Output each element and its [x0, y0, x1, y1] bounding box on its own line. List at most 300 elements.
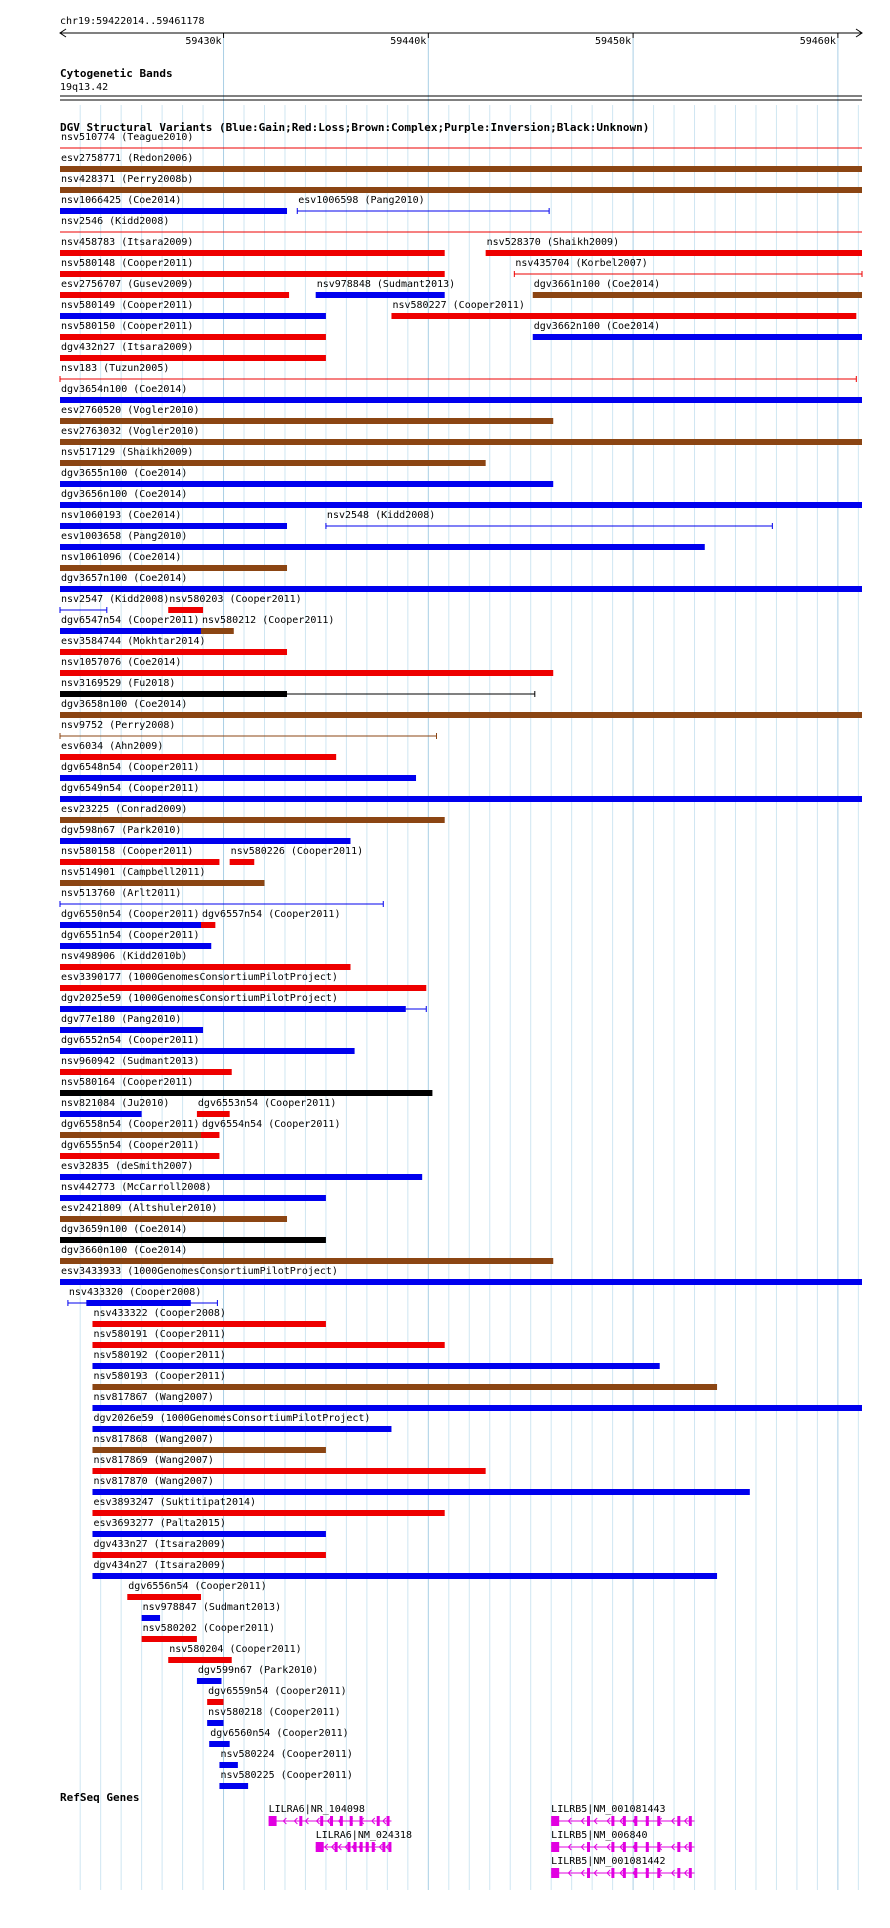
- dgv-variant[interactable]: [197, 1665, 318, 1684]
- dgv-variant-bar: [60, 628, 201, 634]
- dgv-variant-bar: [142, 1636, 197, 1642]
- dgv-variant-label: nsv580164 (Cooper2011): [61, 1077, 194, 1088]
- refseq-exon: [634, 1816, 637, 1826]
- dgv-variant-label: nsv513760 (Arlt2011): [61, 888, 182, 899]
- dgv-variant[interactable]: [60, 741, 336, 760]
- dgv-variant[interactable]: [60, 993, 426, 1012]
- dgv-variant-bar: [60, 796, 862, 802]
- dgv-variant-bar: [92, 1489, 749, 1495]
- refseq-exon: [320, 1816, 323, 1826]
- dgv-variant-bar: [60, 565, 287, 571]
- dgv-variant-bar: [60, 670, 553, 676]
- dgv-variant-label: nsv433320 (Cooper2008): [68, 1287, 202, 1298]
- dgv-variant[interactable]: [60, 489, 862, 508]
- dgv-variant-bar: [60, 481, 553, 487]
- dgv-variant[interactable]: [168, 594, 301, 613]
- dgv-variant-label: nsv580191 (Cooper2011): [93, 1329, 226, 1340]
- dgv-variant-bar: [60, 187, 862, 193]
- dgv-variant-label: nsv1060193 (Coe2014): [61, 510, 182, 521]
- refseq-exon: [623, 1842, 626, 1852]
- dgv-variant[interactable]: [60, 1182, 326, 1201]
- dgv-variant-bar: [391, 313, 856, 319]
- dgv-variant-bar: [207, 1699, 223, 1705]
- dgv-variant[interactable]: [92, 1350, 659, 1369]
- dgv-variant-label: nsv433322 (Cooper2008): [93, 1308, 226, 1319]
- dgv-variant-bar: [60, 859, 219, 865]
- dgv-variant-label: dgv2025e59 (1000GenomesConsortiumPilotProject): [61, 993, 338, 1004]
- refseq-exon: [348, 1842, 351, 1852]
- dgv-variant-label: nsv580193 (Cooper2011): [93, 1371, 226, 1382]
- dgv-variant-label: dgv3660n100 (Coe2014): [61, 1245, 188, 1256]
- dgv-variant[interactable]: [60, 153, 862, 172]
- dgv-variant-label: esv3693277 (Palta2015): [93, 1518, 226, 1529]
- dgv-variant-bar: [486, 250, 862, 256]
- dgv-variant-label: nsv817870 (Wang2007): [93, 1476, 214, 1487]
- dgv-variant-bar: [60, 1195, 326, 1201]
- refseq-gene[interactable]: [551, 1804, 694, 1826]
- dgv-variant-label: dgv598n67 (Park2010): [61, 825, 182, 836]
- dgv-variant-bar: [60, 1027, 203, 1033]
- ruler-tick-label: 59440k: [390, 36, 427, 47]
- dgv-variant-label: nsv9752 (Perry2008): [61, 720, 176, 731]
- dgv-variant-bar: [230, 859, 255, 865]
- dgv-variant-label: nsv3169529 (Fu2018): [61, 678, 176, 689]
- dgv-variant-bar: [92, 1447, 325, 1453]
- dgv-variant-bar: [60, 397, 862, 403]
- dgv-variant-bar: [60, 1090, 432, 1096]
- refseq-exon: [299, 1816, 302, 1826]
- dgv-variant[interactable]: [60, 573, 862, 592]
- dgv-variant[interactable]: [60, 972, 426, 991]
- dgv-variant-label: nsv1057076 (Coe2014): [61, 657, 182, 668]
- dgv-variant-bar: [201, 1132, 219, 1138]
- dgv-variant-bar: [60, 1006, 406, 1012]
- dgv-variant-bar: [92, 1405, 862, 1411]
- dgv-variant-label: dgv6557n54 (Cooper2011): [202, 909, 341, 920]
- dgv-variant[interactable]: [60, 216, 862, 232]
- refseq-exon: [316, 1842, 324, 1852]
- refseq-exon: [388, 1842, 391, 1852]
- dgv-variant-bar: [60, 964, 351, 970]
- dgv-variant-label: esv23225 (Conrad2009): [61, 804, 188, 815]
- dgv-variant-label: nsv978847 (Sudmant2013): [142, 1602, 282, 1613]
- dgv-variant[interactable]: [60, 1098, 169, 1117]
- dgv-variant[interactable]: [127, 1581, 266, 1600]
- refseq-exon: [269, 1816, 277, 1826]
- dgv-variant-label: dgv3661n100 (Coe2014): [533, 279, 661, 290]
- dgv-variant-bar: [60, 817, 445, 823]
- dgv-variant[interactable]: [60, 678, 535, 697]
- refseq-exon: [587, 1816, 590, 1826]
- dgv-variant-bar: [92, 1531, 325, 1537]
- refseq-exon: [360, 1842, 363, 1852]
- refseq-exon: [551, 1842, 559, 1852]
- dgv-variant-bar: [92, 1321, 325, 1327]
- dgv-variant-label: dgv3654n100 (Coe2014): [61, 384, 188, 395]
- dgv-variant[interactable]: [219, 1749, 352, 1768]
- dgv-variant[interactable]: [60, 384, 862, 403]
- dgv-variant-label: dgv6549n54 (Cooper2011): [61, 783, 200, 794]
- dgv-variant[interactable]: [230, 846, 363, 865]
- dgv-variant[interactable]: [60, 342, 326, 361]
- dgv-variant-label: esv1003658 (Pang2010): [61, 531, 188, 542]
- dgv-variant-bar: [60, 1174, 422, 1180]
- refseq-gene-label: LILRA6|NR_104098: [268, 1804, 365, 1815]
- dgv-variant-label: nsv580227 (Cooper2011): [392, 300, 525, 311]
- dgv-variant[interactable]: [168, 1644, 301, 1663]
- dgv-variant[interactable]: [60, 1140, 219, 1159]
- dgv-variant-label: nsv580158 (Cooper2011): [61, 846, 194, 857]
- refseq-gene[interactable]: [551, 1830, 694, 1852]
- dgv-variant-label: dgv6555n54 (Cooper2011): [61, 1140, 200, 1151]
- dgv-variant-label: dgv3657n100 (Coe2014): [61, 573, 188, 584]
- dgv-variant[interactable]: [207, 1707, 340, 1726]
- dgv-variant-bar: [533, 334, 862, 340]
- dgv-variant-bar: [60, 586, 862, 592]
- dgv-variant[interactable]: [60, 1035, 355, 1054]
- dgv-variant-label: esv2760520 (Vogler2010): [61, 405, 200, 416]
- dgv-variant[interactable]: [201, 909, 340, 928]
- dgv-variant-bar: [60, 271, 445, 277]
- dgv-variant[interactable]: [60, 1224, 326, 1243]
- refseq-exon: [611, 1842, 614, 1852]
- dgv-variant-bar: [60, 1153, 219, 1159]
- dgv-variant-bar: [60, 1258, 553, 1264]
- refseq-track-title: RefSeq Genes: [60, 1791, 140, 1804]
- dgv-variant-bar: [197, 1678, 222, 1684]
- dgv-variant[interactable]: [60, 468, 553, 487]
- dgv-variant[interactable]: [60, 1161, 422, 1180]
- dgv-variant[interactable]: [60, 279, 289, 298]
- dgv-variant-bar: [60, 544, 705, 550]
- dgv-variant-bar: [60, 985, 426, 991]
- dgv-variant-bar: [209, 1741, 229, 1747]
- dgv-variant-label: dgv6552n54 (Cooper2011): [61, 1035, 200, 1046]
- dgv-variant[interactable]: [92, 1560, 717, 1579]
- dgv-variant[interactable]: [60, 888, 383, 907]
- dgv-variant[interactable]: [92, 1539, 325, 1558]
- dgv-variant[interactable]: [60, 405, 553, 424]
- dgv-track: [60, 121, 862, 1789]
- dgv-variant-label: nsv580202 (Cooper2011): [142, 1623, 276, 1634]
- dgv-variant-label: esv3433933 (1000GenomesConsortiumPilotProject): [61, 1266, 338, 1277]
- refseq-gene-label: LILRB5|NM_001081443: [551, 1804, 666, 1815]
- dgv-variant-label: dgv432n27 (Itsara2009): [61, 342, 194, 353]
- dgv-variant-label: dgv2026e59 (1000GenomesConsortiumPilotProject): [93, 1413, 371, 1424]
- dgv-variant-bar: [60, 1279, 862, 1285]
- dgv-variant-bar: [92, 1342, 444, 1348]
- refseq-exon: [677, 1842, 680, 1852]
- dgv-variant[interactable]: [60, 1077, 432, 1096]
- dgv-variant[interactable]: [60, 657, 553, 676]
- dgv-variant[interactable]: [60, 615, 201, 634]
- refseq-gene[interactable]: [316, 1830, 412, 1852]
- refseq-exon: [689, 1816, 692, 1826]
- dgv-variant[interactable]: [60, 552, 287, 571]
- refseq-exon: [330, 1816, 333, 1826]
- dgv-variant-bar: [60, 1216, 287, 1222]
- dgv-variant-bar: [92, 1510, 444, 1516]
- dgv-variant-bar: [92, 1573, 717, 1579]
- dgv-variant-label: dgv433n27 (Itsara2009): [93, 1539, 226, 1550]
- ruler-tick-label: 59450k: [594, 36, 632, 47]
- dgv-variant[interactable]: [60, 699, 862, 718]
- dgv-variant-bar: [60, 418, 553, 424]
- dgv-variant-label: dgv3662n100 (Coe2014): [533, 321, 661, 332]
- dgv-variant-label: nsv510774 (Teague2010): [61, 132, 194, 143]
- dgv-variant-label: nsv580218 (Cooper2011): [208, 1707, 341, 1718]
- dgv-variant-label: dgv599n67 (Park2010): [197, 1665, 319, 1676]
- dgv-variant-label: dgv6551n54 (Cooper2011): [61, 930, 200, 941]
- refseq-exon: [354, 1842, 357, 1852]
- dgv-variant[interactable]: [316, 279, 455, 298]
- refseq-exon: [634, 1842, 637, 1852]
- dgv-variant[interactable]: [514, 258, 862, 277]
- dgv-variant-label: dgv3658n100 (Coe2014): [61, 699, 188, 710]
- dgv-variant-label: nsv1066425 (Coe2014): [61, 195, 182, 206]
- dgv-variant-label: nsv528370 (Shaikh2009): [486, 237, 620, 248]
- dgv-variant-label: dgv6548n54 (Cooper2011): [61, 762, 200, 773]
- dgv-variant-label: nsv580204 (Cooper2011): [169, 1644, 302, 1655]
- dgv-variant-label: nsv517129 (Shaikh2009): [61, 447, 194, 458]
- dgv-variant-label: dgv3659n100 (Coe2014): [61, 1224, 188, 1235]
- dgv-variant-label: nsv1061096 (Coe2014): [61, 552, 182, 563]
- dgv-variant-bar: [533, 292, 862, 298]
- dgv-variant-label: esv2758771 (Redon2006): [61, 153, 194, 164]
- dgv-variant[interactable]: [60, 762, 416, 781]
- dgv-variant[interactable]: [92, 1497, 444, 1516]
- dgv-variant-label: nsv2547 (Kidd2008): [61, 594, 170, 605]
- dgv-variant[interactable]: [391, 300, 856, 319]
- dgv-variant[interactable]: [60, 174, 862, 193]
- dgv-variant[interactable]: [209, 1728, 348, 1747]
- refseq-exon: [623, 1868, 626, 1878]
- dgv-variant[interactable]: [60, 1056, 232, 1075]
- dgv-variant-label: nsv183 (Tuzun2005): [61, 363, 170, 374]
- dgv-variant-label: nsv817867 (Wang2007): [93, 1392, 214, 1403]
- dgv-variant[interactable]: [60, 195, 287, 214]
- dgv-variant-label: esv3893247 (Suktitipat2014): [93, 1497, 257, 1508]
- dgv-variant-label: nsv580150 (Cooper2011): [61, 321, 194, 332]
- cytoband-track-title: Cytogenetic Bands: [60, 67, 173, 80]
- dgv-variant[interactable]: [60, 930, 211, 949]
- cytoband-label: 19q13.42: [60, 82, 109, 93]
- dgv-variant[interactable]: [92, 1329, 444, 1348]
- refseq-exon: [335, 1842, 338, 1852]
- refseq-exon: [387, 1816, 390, 1826]
- dgv-variant[interactable]: [60, 363, 856, 382]
- dgv-variant-bar: [168, 1657, 231, 1663]
- dgv-variant-label: dgv6560n54 (Cooper2011): [210, 1728, 349, 1739]
- dgv-variant-label: nsv821084 (Ju2010): [61, 1098, 170, 1109]
- coordinate-ruler: [60, 16, 862, 47]
- dgv-variant-label: dgv6550n54 (Cooper2011): [61, 909, 200, 920]
- refseq-exon: [551, 1868, 559, 1878]
- dgv-variant-bar: [207, 1720, 223, 1726]
- dgv-variant-bar: [60, 250, 445, 256]
- dgv-variant-bar: [60, 922, 201, 928]
- location-label: chr19:59422014..59461178: [60, 16, 205, 27]
- dgv-variant-label: esv3584744 (Mokhtar2014): [61, 636, 206, 647]
- dgv-variant[interactable]: [92, 1434, 325, 1453]
- dgv-variant[interactable]: [60, 426, 862, 445]
- dgv-variant-bar: [60, 1132, 201, 1138]
- dgv-variant-bar: [316, 292, 445, 298]
- dgv-variant-label: dgv6559n54 (Cooper2011): [208, 1686, 347, 1697]
- dgv-variant-label: nsv442773 (McCarroll2008): [61, 1182, 212, 1193]
- dgv-variant-bar: [219, 1783, 248, 1789]
- refseq-gene[interactable]: [269, 1804, 392, 1826]
- refseq-exon: [677, 1816, 680, 1826]
- refseq-exon: [677, 1868, 680, 1878]
- dgv-variant[interactable]: [60, 1266, 862, 1285]
- dgv-variant-label: dgv6553n54 (Cooper2011): [197, 1098, 337, 1109]
- dgv-variant-label: nsv514901 (Campbell2011): [61, 867, 206, 878]
- dgv-variant[interactable]: [60, 132, 862, 148]
- dgv-variant-bar: [60, 649, 287, 655]
- dgv-variant[interactable]: [60, 783, 862, 802]
- dgv-variant-bar: [92, 1384, 717, 1390]
- dgv-variant[interactable]: [60, 1245, 553, 1264]
- dgv-variant-label: nsv498906 (Kidd2010b): [61, 951, 188, 962]
- dgv-variant[interactable]: [533, 321, 862, 340]
- dgv-variant[interactable]: [92, 1308, 325, 1327]
- dgv-variant[interactable]: [219, 1770, 352, 1789]
- dgv-track-title: DGV Structural Variants (Blue:Gain;Red:Loss;Brown:Complex;Purple:Inversion;Black:Unknown): [60, 121, 650, 134]
- dgv-variant-bar: [197, 1111, 230, 1117]
- dgv-variant-label: nsv580149 (Cooper2011): [61, 300, 194, 311]
- dgv-variant[interactable]: [60, 720, 437, 739]
- dgv-variant[interactable]: [326, 510, 772, 529]
- refseq-gene-label: LILRB5|NM_001081442: [551, 1856, 666, 1867]
- dgv-variant-label: esv1006598 (Pang2010): [298, 195, 425, 206]
- dgv-variant-bar: [60, 943, 211, 949]
- dgv-variant-label: dgv3655n100 (Coe2014): [61, 468, 188, 479]
- dgv-variant[interactable]: [60, 867, 264, 886]
- dgv-variant[interactable]: [60, 1203, 287, 1222]
- dgv-variant-label: nsv580203 (Cooper2011): [169, 594, 302, 605]
- dgv-variant-bar: [86, 1300, 190, 1306]
- dgv-variant[interactable]: [68, 1287, 217, 1306]
- dgv-variant[interactable]: [60, 447, 486, 466]
- dgv-variant[interactable]: [60, 825, 351, 844]
- dgv-variant-label: esv2756707 (Gusev2009): [61, 279, 194, 290]
- dgv-variant-label: nsv580148 (Cooper2011): [61, 258, 194, 269]
- refseq-track: [60, 1791, 695, 1878]
- dgv-variant-bar: [92, 1468, 485, 1474]
- dgv-variant[interactable]: [201, 615, 334, 634]
- dgv-variant-label: dgv6547n54 (Cooper2011): [61, 615, 200, 626]
- dgv-variant[interactable]: [92, 1518, 325, 1537]
- dgv-variant-label: dgv6558n54 (Cooper2011): [61, 1119, 200, 1130]
- dgv-variant-bar: [60, 313, 326, 319]
- dgv-variant-bar: [92, 1552, 325, 1558]
- dgv-variant[interactable]: [533, 279, 862, 298]
- dgv-variant-bar: [60, 1048, 355, 1054]
- dgv-variant-label: dgv6556n54 (Cooper2011): [128, 1581, 267, 1592]
- dgv-variant[interactable]: [142, 1623, 275, 1642]
- dgv-variant-label: dgv434n27 (Itsara2009): [93, 1560, 226, 1571]
- refseq-exon: [611, 1816, 614, 1826]
- dgv-variant-label: esv2763032 (Vogler2010): [61, 426, 200, 437]
- refseq-exon: [551, 1816, 559, 1826]
- dgv-variant[interactable]: [60, 636, 287, 655]
- refseq-exon: [689, 1842, 692, 1852]
- dgv-variant-label: nsv817868 (Wang2007): [93, 1434, 214, 1445]
- dgv-variant[interactable]: [60, 1119, 201, 1138]
- dgv-variant-label: nsv580226 (Cooper2011): [230, 846, 364, 857]
- refseq-exon: [634, 1868, 637, 1878]
- dgv-variant[interactable]: [60, 531, 705, 550]
- refseq-exon: [340, 1816, 343, 1826]
- dgv-variant[interactable]: [60, 951, 351, 970]
- dgv-variant-bar: [92, 1426, 391, 1432]
- dgv-variant[interactable]: [92, 1371, 717, 1390]
- dgv-variant[interactable]: [297, 195, 549, 214]
- dgv-variant-label: nsv428371 (Perry2008b): [61, 174, 194, 185]
- dgv-variant-label: nsv580212 (Cooper2011): [202, 615, 335, 626]
- dgv-variant-label: nsv580192 (Cooper2011): [93, 1350, 226, 1361]
- dgv-variant-bar: [60, 1111, 142, 1117]
- dgv-variant-label: esv2421809 (Altshuler2010): [61, 1203, 218, 1214]
- dgv-variant-bar: [219, 1762, 237, 1768]
- dgv-variant-label: esv3390177 (1000GenomesConsortiumPilotProject): [61, 972, 338, 983]
- dgv-variant[interactable]: [60, 510, 287, 529]
- dgv-variant[interactable]: [92, 1413, 391, 1432]
- dgv-variant-label: nsv458783 (Itsara2009): [61, 237, 194, 248]
- dgv-variant-label: esv6034 (Ahn2009): [61, 741, 164, 752]
- dgv-variant[interactable]: [92, 1476, 749, 1495]
- dgv-variant[interactable]: [197, 1098, 336, 1117]
- dgv-variant[interactable]: [92, 1455, 485, 1474]
- dgv-variant[interactable]: [60, 300, 326, 319]
- dgv-variant-bar: [60, 439, 862, 445]
- dgv-variant-label: nsv435704 (Korbel2007): [515, 258, 648, 269]
- dgv-variant-bar: [60, 754, 336, 760]
- dgv-variant-bar: [60, 460, 486, 466]
- dgv-variant[interactable]: [60, 594, 169, 613]
- ruler-tick-label: 59430k: [185, 36, 222, 47]
- dgv-variant-bar: [60, 523, 287, 529]
- dgv-variant[interactable]: [60, 1014, 203, 1033]
- dgv-variant-bar: [60, 355, 326, 361]
- dgv-variant-bar: [201, 922, 215, 928]
- refseq-gene-label: LILRA6|NM_024318: [315, 1830, 413, 1841]
- dgv-variant[interactable]: [201, 1119, 340, 1138]
- dgv-variant[interactable]: [92, 1392, 862, 1411]
- dgv-variant-bar: [60, 880, 264, 886]
- refseq-exon: [377, 1816, 380, 1826]
- dgv-variant-label: nsv978848 (Sudmant2013): [316, 279, 456, 290]
- dgv-variant[interactable]: [60, 846, 219, 865]
- dgv-variant-label: nsv2548 (Kidd2008): [326, 510, 436, 521]
- dgv-variant-label: nsv817869 (Wang2007): [93, 1455, 214, 1466]
- cytoband-track: [60, 67, 862, 100]
- dgv-variant-label: nsv580225 (Cooper2011): [220, 1770, 353, 1781]
- refseq-exon: [382, 1842, 385, 1852]
- dgv-variant[interactable]: [60, 909, 201, 928]
- refseq-exon: [611, 1868, 614, 1878]
- dgv-variant-label: dgv77e180 (Pang2010): [61, 1014, 182, 1025]
- dgv-variant[interactable]: [60, 321, 326, 340]
- refseq-gene[interactable]: [551, 1856, 694, 1878]
- dgv-variant-bar: [60, 166, 862, 172]
- dgv-variant-label: dgv3656n100 (Coe2014): [61, 489, 188, 500]
- dgv-variant-label: nsv2546 (Kidd2008): [61, 216, 170, 227]
- dgv-variant-bar: [168, 607, 203, 613]
- refseq-exon: [623, 1816, 626, 1826]
- dgv-variant-bar: [127, 1594, 201, 1600]
